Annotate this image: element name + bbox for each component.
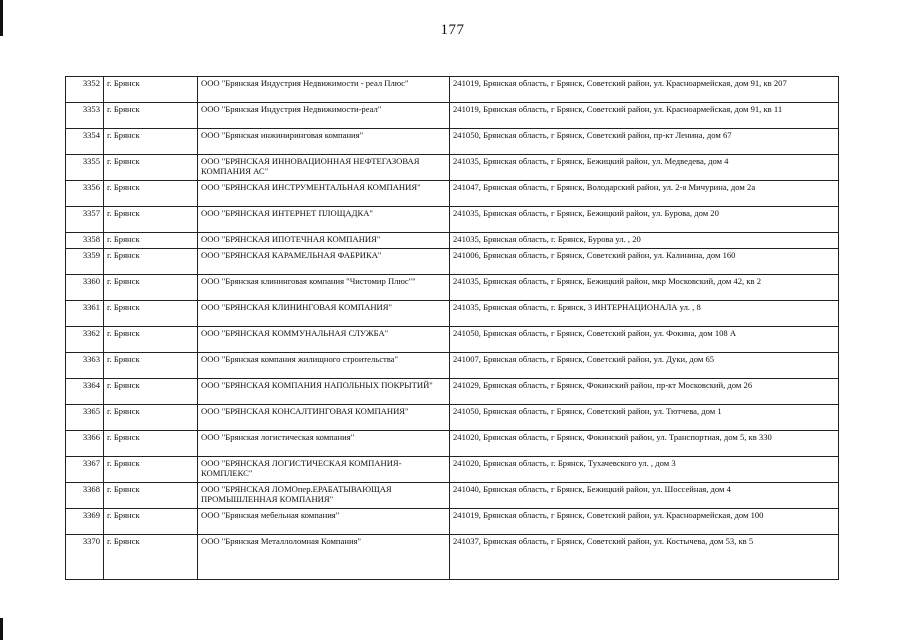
row-address: 241035, Брянская область, г Брянск, Бежицкий район, мкр Московский, дом 42, кв 2: [450, 275, 839, 301]
row-city: г. Брянск: [104, 431, 198, 457]
row-address: 241050, Брянская область, г Брянск, Советский район, пр-кт Ленина, дом 67: [450, 129, 839, 155]
row-number: 3353: [66, 103, 104, 129]
row-company-name: ООО "Брянская мебельная компания": [198, 509, 450, 535]
row-address: 241020, Брянская область, г Брянск, Фокинский район, ул. Транспортная, дом 5, кв 330: [450, 431, 839, 457]
row-address: 241037, Брянская область, г Брянск, Советский район, ул. Костычева, дом 53, кв 5: [450, 535, 839, 580]
row-city: г. Брянск: [104, 457, 198, 483]
row-address: 241035, Брянская область, г. Брянск, Бурова ул. , 20: [450, 233, 839, 249]
row-number: 3355: [66, 155, 104, 181]
row-company-name: ООО "Брянская Индустрия Недвижимости-реал": [198, 103, 450, 129]
row-company-name: ООО "БРЯНСКАЯ ИННОВАЦИОННАЯ НЕФТЕГАЗОВАЯ КОМПАНИЯ АС": [198, 155, 450, 181]
row-company-name: ООО "Брянская клининговая компания "Чистомир Плюс"": [198, 275, 450, 301]
row-address: 241050, Брянская область, г Брянск, Советский район, ул. Фокина, дом 108 А: [450, 327, 839, 353]
row-number: 3369: [66, 509, 104, 535]
table-row: [66, 327, 839, 353]
row-company-name: ООО "Брянская инжиниринговая компания": [198, 129, 450, 155]
table-row: [66, 535, 839, 580]
table-row: [66, 129, 839, 155]
row-address: 241035, Брянская область, г Брянск, Бежицкий район, ул. Бурова, дом 20: [450, 207, 839, 233]
row-number: 3370: [66, 535, 104, 580]
row-city: г. Брянск: [104, 207, 198, 233]
table-row: [66, 181, 839, 207]
row-number: 3356: [66, 181, 104, 207]
row-city: г. Брянск: [104, 535, 198, 580]
table-row: [66, 249, 839, 275]
row-company-name: ООО "Брянская логистическая компания": [198, 431, 450, 457]
row-city: г. Брянск: [104, 129, 198, 155]
row-company-name: ООО "БРЯНСКАЯ ЛОГИСТИЧЕСКАЯ КОМПАНИЯ-КОМПЛЕКС": [198, 457, 450, 483]
row-city: г. Брянск: [104, 509, 198, 535]
table-row: [66, 405, 839, 431]
row-company-name: ООО "БРЯНСКАЯ ИПОТЕЧНАЯ КОМПАНИЯ": [198, 233, 450, 249]
table-row: [66, 207, 839, 233]
row-city: г. Брянск: [104, 275, 198, 301]
row-address: 241006, Брянская область, г Брянск, Советский район, ул. Калинина, дом 160: [450, 249, 839, 275]
table-row: [66, 155, 839, 181]
row-number: 3357: [66, 207, 104, 233]
row-number: 3368: [66, 483, 104, 509]
row-address: 241047, Брянская область, г Брянск, Володарский район, ул. 2-я Мичурина, дом 2а: [450, 181, 839, 207]
row-city: г. Брянск: [104, 249, 198, 275]
row-number: 3367: [66, 457, 104, 483]
table-row: [66, 509, 839, 535]
row-company-name: ООО "Брянская Металлоломная Компания": [198, 535, 450, 580]
row-city: г. Брянск: [104, 483, 198, 509]
table-row: [66, 77, 839, 103]
row-number: 3359: [66, 249, 104, 275]
table-row: [66, 457, 839, 483]
page-number: 177: [440, 22, 465, 38]
row-company-name: ООО "БРЯНСКАЯ КОМПАНИЯ НАПОЛЬНЫХ ПОКРЫТИЙ": [198, 379, 450, 405]
row-city: г. Брянск: [104, 405, 198, 431]
table-row: [66, 103, 839, 129]
row-company-name: ООО "БРЯНСКАЯ КЛИНИНГОВАЯ КОМПАНИЯ": [198, 301, 450, 327]
row-number: 3354: [66, 129, 104, 155]
row-number: 3360: [66, 275, 104, 301]
table-row: [66, 275, 839, 301]
table-row: [66, 431, 839, 457]
row-city: г. Брянск: [104, 77, 198, 103]
row-company-name: ООО "БРЯНСКАЯ ИНТЕРНЕТ ПЛОЩАДКА": [198, 207, 450, 233]
row-address: 241019, Брянская область, г Брянск, Советский район, ул. Красноармейская, дом 91, кв 207: [450, 77, 839, 103]
row-city: г. Брянск: [104, 353, 198, 379]
table-row: [66, 379, 839, 405]
row-number: 3352: [66, 77, 104, 103]
row-address: 241019, Брянская область, г Брянск, Советский район, ул. Красноармейская, дом 91, кв 11: [450, 103, 839, 129]
table-row: [66, 301, 839, 327]
row-company-name: ООО "Брянская компания жилищного строительства": [198, 353, 450, 379]
row-number: 3364: [66, 379, 104, 405]
row-address: 241050, Брянская область, г Брянск, Советский район, ул. Тютчева, дом 1: [450, 405, 839, 431]
row-city: г. Брянск: [104, 301, 198, 327]
row-address: 241007, Брянская область, г Брянск, Советский район, ул. Дуки, дом 65: [450, 353, 839, 379]
row-city: г. Брянск: [104, 155, 198, 181]
registry-table: [65, 76, 839, 580]
row-city: г. Брянск: [104, 181, 198, 207]
row-address: 241035, Брянская область, г. Брянск, 3 ИНТЕРНАЦИОНАЛА ул. , 8: [450, 301, 839, 327]
row-number: 3366: [66, 431, 104, 457]
row-city: г. Брянск: [104, 103, 198, 129]
row-address: 241019, Брянская область, г Брянск, Советский район, ул. Красноармейская, дом 100: [450, 509, 839, 535]
table-row: [66, 233, 839, 249]
row-address: 241029, Брянская область, г Брянск, Фокинский район, пр-кт Московский, дом 26: [450, 379, 839, 405]
row-number: 3363: [66, 353, 104, 379]
row-city: г. Брянск: [104, 379, 198, 405]
row-number: 3358: [66, 233, 104, 249]
table-row: [66, 353, 839, 379]
row-company-name: ООО "БРЯНСКАЯ КОММУНАЛЬНАЯ СЛУЖБА": [198, 327, 450, 353]
row-company-name: ООО "Брянская Индустрия Недвижимости - реал Плюс": [198, 77, 450, 103]
table-row: [66, 483, 839, 509]
row-number: 3362: [66, 327, 104, 353]
row-company-name: ООО "БРЯНСКАЯ ИНСТРУМЕНТАЛЬНАЯ КОМПАНИЯ": [198, 181, 450, 207]
row-number: 3361: [66, 301, 104, 327]
binding-edge-mark-bottom: [0, 618, 3, 640]
row-number: 3365: [66, 405, 104, 431]
row-address: 241040, Брянская область, г Брянск, Бежицкий район, ул. Шоссейная, дом 4: [450, 483, 839, 509]
row-city: г. Брянск: [104, 233, 198, 249]
row-city: г. Брянск: [104, 327, 198, 353]
row-company-name: ООО "БРЯНСКАЯ ЛОМОпер.ЕРАБАТЫВАЮЩАЯ ПРОМЫШЛЕННАЯ КОМПАНИЯ": [198, 483, 450, 509]
row-address: 241020, Брянская область, г. Брянск, Тухачевского ул. , дом 3: [450, 457, 839, 483]
row-address: 241035, Брянская область, г Брянск, Бежицкий район, ул. Медведева, дом 4: [450, 155, 839, 181]
row-company-name: ООО "БРЯНСКАЯ КОНСАЛТИНГОВАЯ КОМПАНИЯ": [198, 405, 450, 431]
row-company-name: ООО "БРЯНСКАЯ КАРАМЕЛЬНАЯ ФАБРИКА": [198, 249, 450, 275]
